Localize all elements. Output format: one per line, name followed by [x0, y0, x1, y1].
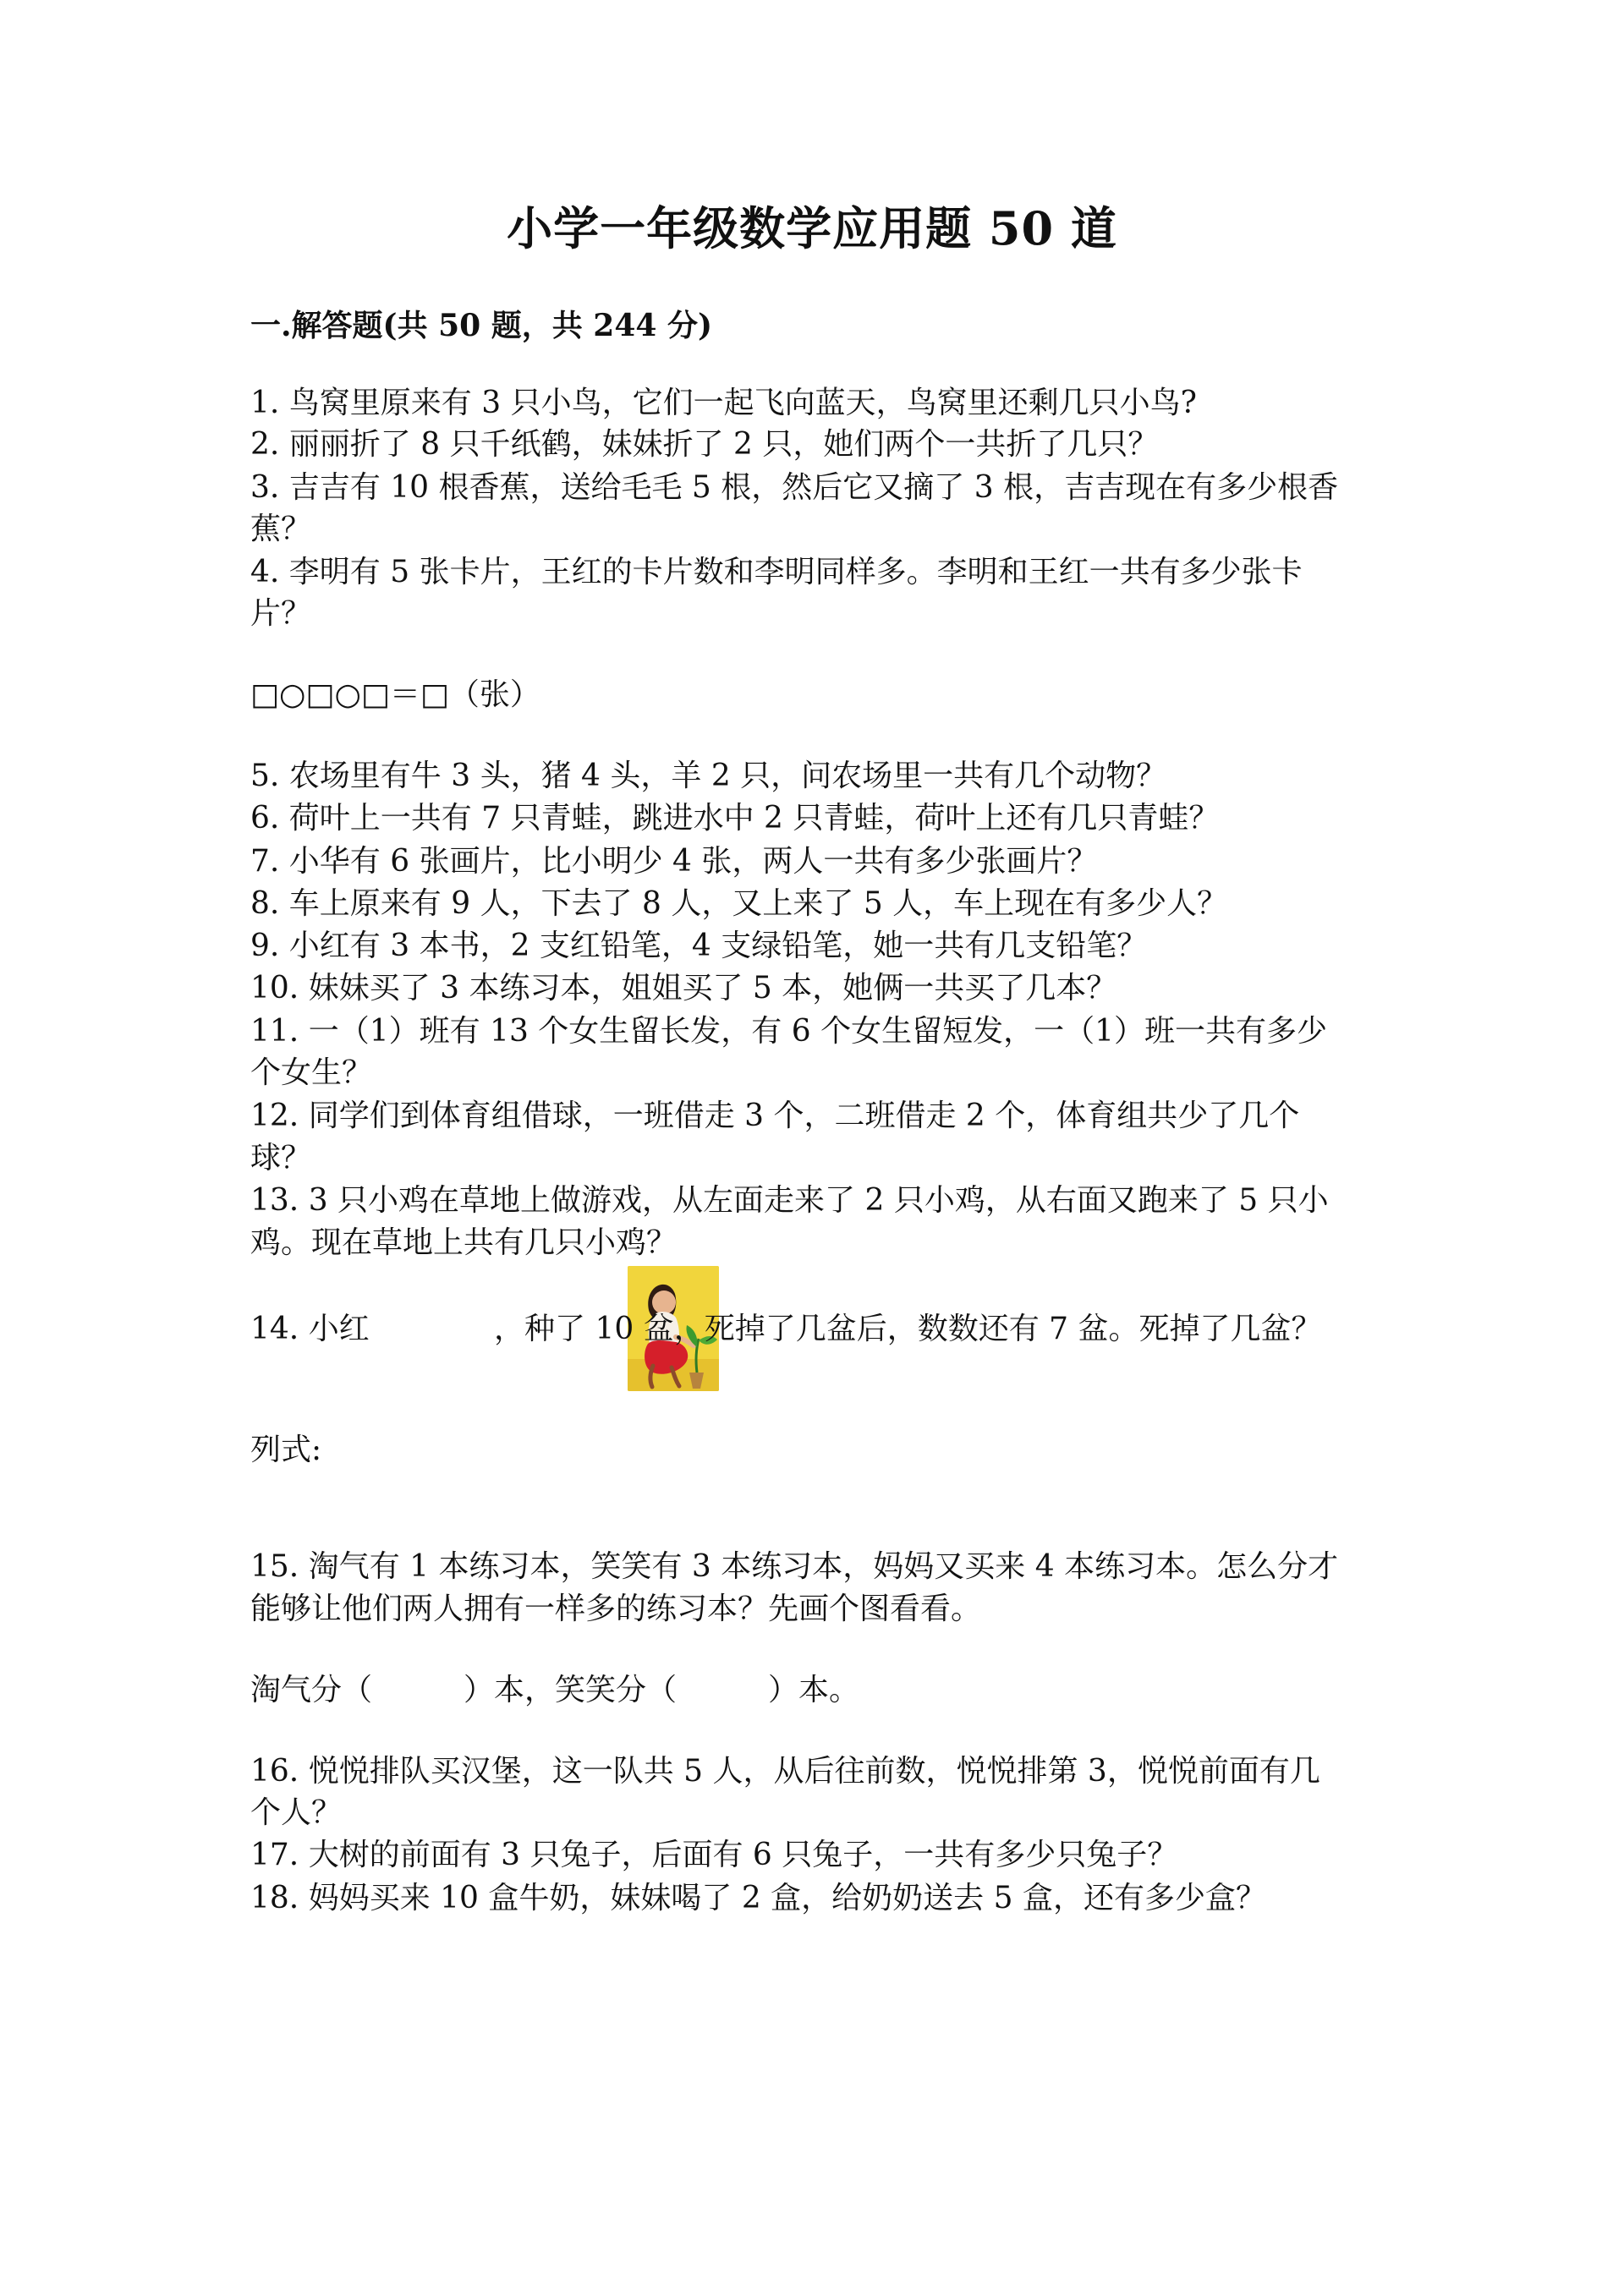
- question-2: 2. 丽丽折了 8 只千纸鹤，妹妹折了 2 只，她们两个一共折了几只？: [250, 427, 1159, 462]
- question-6: 6. 荷叶上一共有 7 只青蛙，跳进水中 2 只青蛙，荷叶上还有几只青蛙？: [250, 801, 1220, 836]
- question-4-formula: □○□○□＝□（张）: [250, 677, 540, 712]
- document-title: 小学一年级数学应用题 50 道: [507, 201, 1117, 255]
- question-16-line-1: 16. 悦悦排队买汉堡，这一队共 5 人，从后往前数，悦悦排第 3，悦悦前面有几: [250, 1754, 1320, 1789]
- question-9: 9. 小红有 3 本书，2 支红铅笔，4 支绿铅笔，她一共有几支铅笔？: [250, 929, 1148, 963]
- question-17: 17. 大树的前面有 3 只兔子，后面有 6 只兔子，一共有多少只兔子？: [250, 1838, 1178, 1872]
- question-11-line-2: 个女生？: [250, 1055, 373, 1090]
- question-15-line-2: 能够让他们两人拥有一样多的练习本？先画个图看看。: [250, 1592, 982, 1626]
- question-15-line-1: 15. 淘气有 1 本练习本，笑笑有 3 本练习本，妈妈又买来 4 本练习本。怎么分才: [250, 1549, 1339, 1584]
- question-14-answer-label: 列式:: [250, 1433, 322, 1467]
- question-13-line-2: 鸡。现在草地上共有几只小鸡？: [250, 1225, 678, 1260]
- question-7: 7. 小华有 6 张画片，比小明少 4 张，两人一共有多少张画片？: [250, 844, 1098, 879]
- question-8: 8. 车上原来有 9 人，下去了 8 人，又上来了 5 人，车上现在有多少人？: [250, 886, 1228, 921]
- question-12-line-1: 12. 同学们到体育组借球，一班借走 3 个，二班借走 2 个，体育组共少了几个: [250, 1099, 1300, 1133]
- question-1: 1. 鸟窝里原来有 3 只小鸟，它们一起飞向蓝天，鸟窝里还剩几只小鸟?: [250, 386, 1197, 420]
- question-12-line-2: 球？: [250, 1141, 312, 1175]
- question-5: 5. 农场里有牛 3 头，猪 4 头，羊 2 只，问农场里一共有几个动物？: [250, 759, 1167, 793]
- question-4-line-1: 4. 李明有 5 张卡片，王红的卡片数和李明同样多。李明和王红一共有多少张卡: [250, 555, 1303, 589]
- question-10: 10. 妹妹买了 3 本练习本，姐姐买了 5 本，她俩一共买了几本？: [250, 971, 1117, 1006]
- question-14-prefix: 14. 小红: [250, 1312, 370, 1346]
- question-13-line-1: 13. 3 只小鸡在草地上做游戏，从左面走来了 2 只小鸡，从右面又跑来了 5 只小: [250, 1183, 1329, 1218]
- question-14-suffix: ，种了 10 盆，死掉了几盆后，数数还有 7 盆。死掉了几盆？: [494, 1312, 1322, 1346]
- question-3-line-1: 3. 吉吉有 10 根香蕉，送给毛毛 5 根，然后它又摘了 3 根，吉吉现在有多少根香: [250, 470, 1339, 505]
- question-15-answer: 淘气分（ ）本，笑笑分（ ）本。: [250, 1673, 860, 1707]
- question-11-line-1: 11. 一（1）班有 13 个女生留长发，有 6 个女生留短发，一（1）班一共有多少: [250, 1014, 1327, 1049]
- question-16-line-2: 个人？: [250, 1795, 343, 1830]
- section-heading: 一.解答题(共 50 题，共 244 分): [250, 308, 712, 343]
- question-18: 18. 妈妈买来 10 盒牛奶，妹妹喝了 2 盒，给奶奶送去 5 盒，还有多少盒？: [250, 1881, 1266, 1915]
- question-4-line-2: 片？: [250, 596, 312, 631]
- question-3-line-2: 蕉？: [250, 512, 312, 546]
